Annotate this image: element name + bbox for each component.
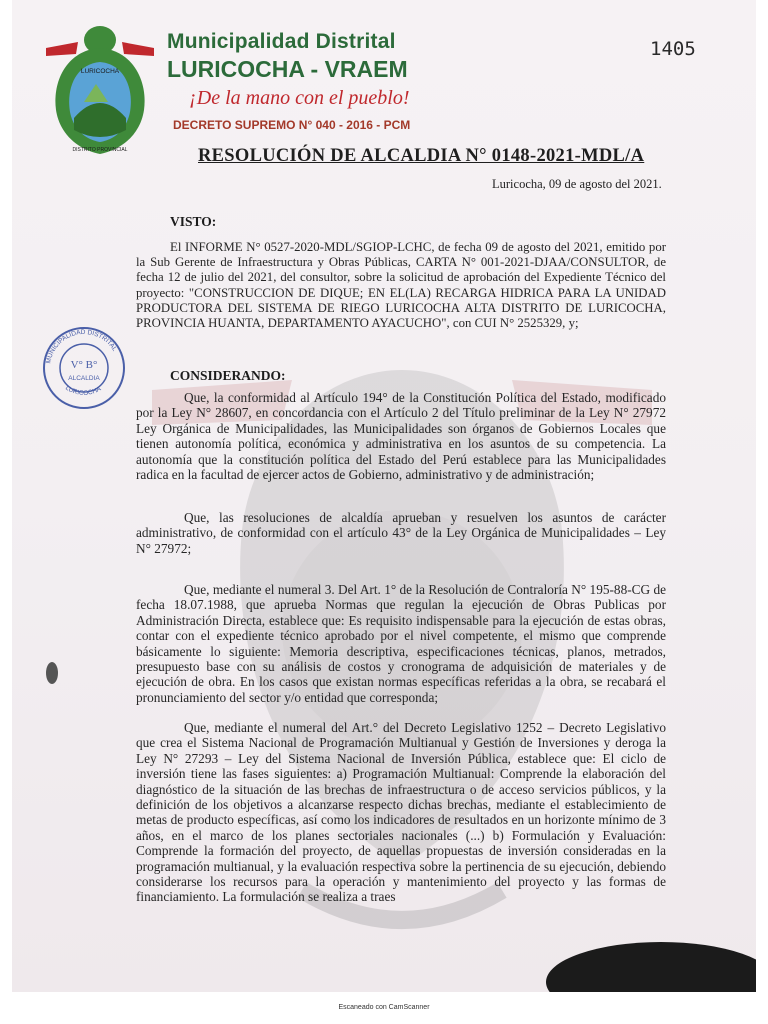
resolution-date: Luricocha, 09 de agosto del 2021. (492, 177, 662, 191)
visto-heading: VISTO: (170, 214, 217, 229)
letterhead (167, 30, 410, 132)
stamp-ring-bottom-text: LURICOCHA (63, 384, 103, 397)
document-page (12, 0, 756, 992)
considerando-paragraph-2: Que, las resoluciones de alcaldía aprueban y resuelven los asuntos de carácter administrativo, de conformidad con el artículo 43° de la Ley Orgánica de Municipalidades – Ley N° 27972; (136, 510, 666, 556)
svg-text:LURICOCHA (64, 385, 103, 397)
municipal-logo-icon (40, 18, 160, 158)
visto-paragraph: El INFORME N° 0527-2020-MDL/SGIOP-LCHC, de fecha 09 de agosto del 2021, emitido por la Sub Gerente de Infraestructura y Obras Públicas, CARTA N° 001-2021-DJAA/CONSULTOR, de fecha 12 de julio del 2021, del consultor, sobre la solicitud de aprobación del Expediente Técnico del proyecto: "CONSTRUCCION DE DIQUE; EN EL(LA) RECARGA HIDRICA PARA LA UNIDAD PRODUCTORA DEL SISTEMA DE RIEGO LURICOCHA ALTA DISTRITO DE LURICOCHA, PROVINCIA HUANTA, DEPARTAMENTO AYACUCHO", con CUI N° 2525329, y; (136, 240, 666, 331)
document-number: 1405 (650, 38, 696, 60)
stamp-center-top: V° B° (70, 359, 98, 371)
stamp-center-bottom: ALCALDIA (68, 375, 100, 382)
municipality-district: LURICOCHA - VRAEM (167, 56, 408, 82)
punch-hole (46, 662, 58, 684)
logo-bottom-text: DISTRITO PROVINCIAL (72, 147, 128, 153)
slogan: ¡De la mano con el pueblo! (189, 87, 410, 109)
decree-reference: DECRETO SUPREMO N° 040 - 2016 - PCM (173, 118, 411, 132)
stamp-ring-text: MUNICIPALIDAD DISTRITAL (45, 328, 119, 365)
resolution-title: RESOLUCIÓN DE ALCALDIA N° 0148-2021-MDL/A (198, 146, 645, 166)
considerando-paragraph-3: Que, mediante el numeral 3. Del Art. 1° de la Resolución de Contraloría N° 195-88-CG de fecha 18.07.1988, que aprueba Normas que regulan la ejecución de Obras Publicas por Administración Directa, establece que: Es requisito indispensable para la ejecución de estas obras, contar con el expediente técnico aprobado por el nivel competente, el mismo que comprende básicamente lo siguiente: Memoria descriptiva, especificaciones técnicas, planos, metrados, presupuesto base con su análisis de costos y cronograma de adquisición de materiales y de ejecución de obra. En los casos que existan normas específicas referidas a la obra, se recabará el pronunciamiento del sector y/o entidad que corresponda; (136, 582, 666, 705)
scanner-footer: Escaneado con CamScanner (338, 1004, 430, 1011)
considerando-paragraph-4: Que, mediante el numeral del Art.° del Decreto Legislativo 1252 – Decreto Legislativo que crea el Sistema Nacional de Programación Multianual y Gestión de Inversiones y deroga la Ley N° 27293 – Ley del Sistema Nacional de Inversión Pública, establece que: El ciclo de inversión tiene las fases siguientes: a) Programación Multianual: Comprende la elaboración del diagnóstico de la situación de las brechas de infraestructura o de acceso servicios públicos, y la definición de los objetivos a alcanzarse respecto dichas brechas, mediante el establecimiento de metas de producto específicas, así como los indicadores de resultados en un horizonte mínimo de 3 años, en el marco de los planes sectoriales nacionales (...) b) Formulación y Evaluación: Comprende la formación del proyecto, de aquellas propuestas de inversión consideradas en la programación multianual, y la evaluación respectiva sobre la pertinencia de su ejecución, debiendo considerarse los recursos para la operación y mantenimiento del proyecto y las formas de financiamiento. La formulación se realiza a traes (136, 720, 666, 905)
municipality-name: Municipalidad Distrital (167, 30, 396, 53)
considerando-heading: CONSIDERANDO: (170, 368, 286, 383)
logo-top-text: LURICOCHA (80, 68, 120, 75)
considerando-paragraph-1: Que, la conformidad al Artículo 194° de la Constitución Política del Estado, modificado por la Ley N° 28607, en concordancia con el Artículo 2 del Título preliminar de la Ley N° 27972 Ley Orgánica de Municipalidades, las Municipalidades son órganos de Gobiernos Locales que tienen autonomía política, económica y administrativa en los asuntos de su competencia. La autonomía que la constitución política del Estado del Perú establece para las Municipalidades radica en la facultad de ejercer actos de Gobierno, administrativo y de administración; (136, 390, 666, 483)
approval-stamp-icon (40, 322, 128, 414)
